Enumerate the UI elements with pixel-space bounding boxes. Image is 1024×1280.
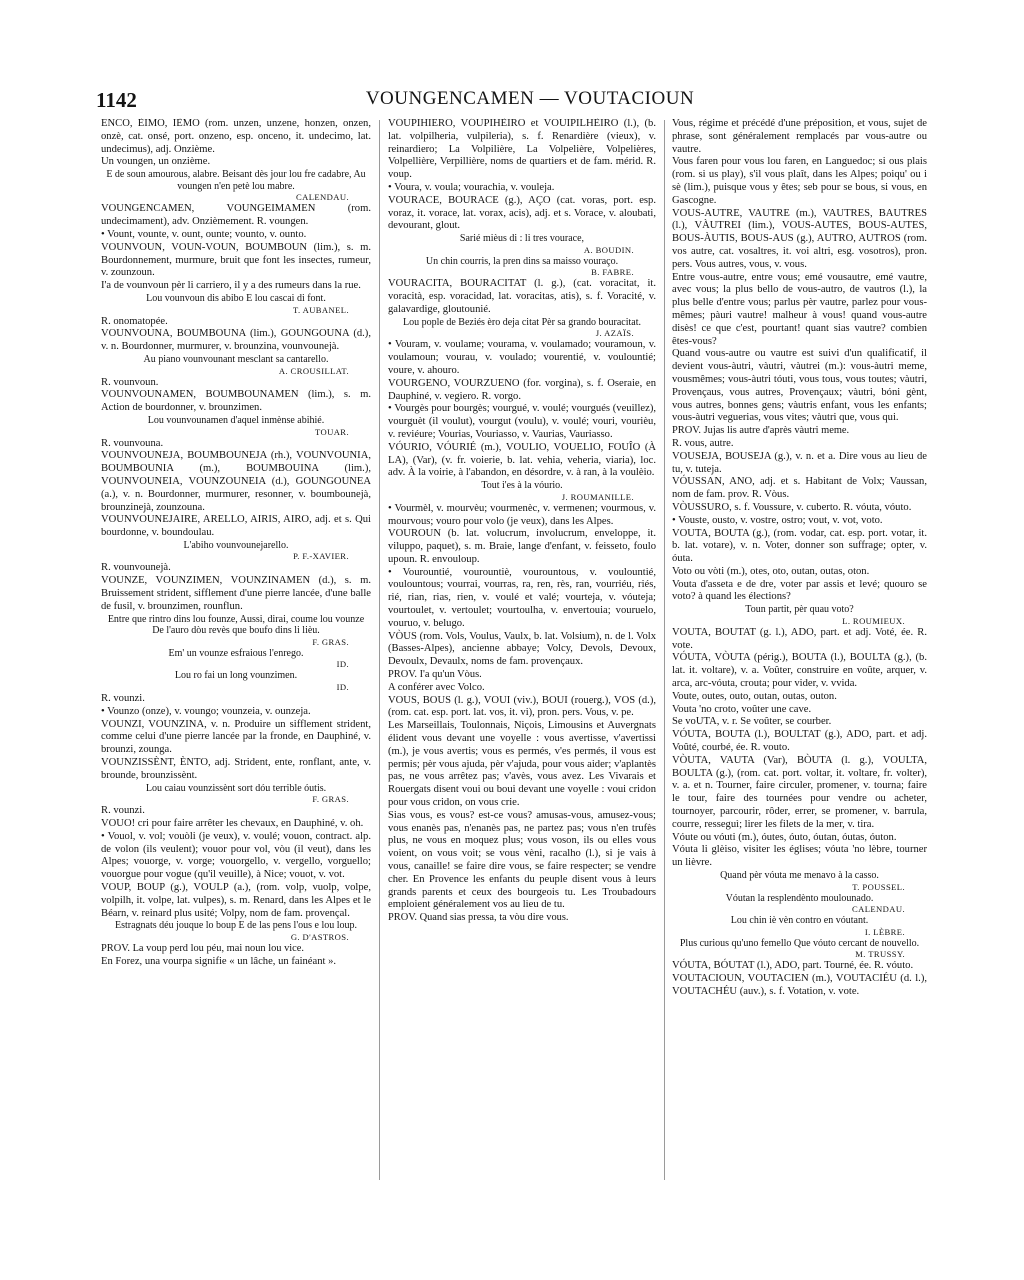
entry-paragraph: VOUNGENCAMEN, VOUNGEIMAMEN (rom. undecimament), adv. Onzièmement. R. voungen. bbox=[101, 203, 371, 228]
entry-paragraph: VÓUSSAN, ANO, adj. et s. Habitant de Volx; Vaussan, nom de fam. prov. R. Vòus. bbox=[672, 476, 927, 501]
entry-paragraph: • Vouram, v. voulame; vourama, v. voulamado; vouramoun, v. voulamoun; vourau, v. voulado; vourentié, v. voulountié; voure, v. ahouro. bbox=[388, 339, 656, 376]
entry-paragraph: R. vounvoun. bbox=[101, 376, 159, 388]
verse-quote: E de soun amourous, alabre. Beisant dès jour lou fre cadabre, Au voungen n'en petè lou mabre. bbox=[106, 169, 366, 192]
entry-paragraph: VOURACITA, BOURACITAT (l. g.), (cat. voracitat, it. voracità, esp. voracidad, lat. voracitas, atis), s. f. Voracité, v. galavardige, gloutounié. bbox=[388, 278, 656, 315]
verse-quote: Quand pèr vóuta me menavo à la casso. bbox=[720, 870, 879, 882]
citation-author: ID. bbox=[336, 682, 349, 693]
citation-author: TOUAR. bbox=[315, 426, 349, 437]
entry-paragraph: • Vourountié, vourountiè, vourountous, v. voulountié, voulountous; vourrai, vourras, ra, ren, rès, ran, vourriéu, riés, rié, rian, rias, rien, v. voulé et valé; vourteja, v. vóuteja; vourtoulet, v. vertoulet; vourtoulha, v. envertouia; vouruelo, vouruo, v. belugo. bbox=[388, 566, 656, 629]
entry-paragraph: VOUTA, BOUTAT (g. l.), ADO, part. et adj. Voté, ée. R. vote. bbox=[672, 626, 927, 651]
column-right bbox=[672, 118, 927, 1188]
verse-quote: Lou vounvounamen d'aquel inmènse abihié. bbox=[147, 414, 325, 426]
entry-paragraph: R. vounvouna. bbox=[101, 437, 164, 449]
verse-quote: Un chin courris, la pren dins sa maisso vouraço. bbox=[425, 255, 619, 267]
entry-paragraph: VOUS-AUTRE, VAUTRE (m.), VAUTRES, BAUTRES (l.), VÀUTREI (lim.), VOUS-AUTES, BOUS-AUTES, BOUS-ÀUTIS, BOUS-AUS (g.), AUTRO, AUTROS (rom. vos autre, cat. vosaltres, it. voi altri, esg. vosotros), pron. pers. Vous autres, vous, v. vous. bbox=[672, 207, 927, 270]
entry-paragraph: VOUNVOUNA, BOUMBOUNA (lim.), GOUNGOUNA (d.), v. n. Bourdonner, murmurer, v. brounzina, vounvounejà. bbox=[101, 328, 371, 353]
citation-author: F. GRAS. bbox=[312, 794, 349, 805]
citation-author: M. TRUSSY. bbox=[855, 949, 905, 960]
verse-quote: Tout i'es à la vóurio. bbox=[481, 480, 563, 492]
entry-paragraph: VÓUTA, VÒUTA (périg.), BOUTA (l.), BOULTA (g.), (b. lat. it. voltare), v. a. Voûter, construire en voûte, arquer, v. arca, arc-vóuta, crouta; pour vider, v. vvida. bbox=[672, 652, 927, 690]
entry-paragraph: Vóute ou vóuti (m.), óutes, óuto, óutan, óutas, óuton. bbox=[672, 831, 897, 843]
entry-paragraph: Se voUTA, v. r. Se voûter, se courber. bbox=[672, 716, 832, 728]
entry-paragraph: R. vounzi. bbox=[101, 805, 145, 817]
column-divider bbox=[664, 120, 665, 1180]
citation-author: I. LÈBRE. bbox=[864, 926, 905, 937]
entry-paragraph: VÒUS (rom. Vols, Voulus, Vaulx, b. lat. Volsium), n. de l. Volx (Basses-Alpes), ancienne abbaye; Volcy, Devols, Devoux, Devoulx, Devaulx, noms de fam. provençaux. bbox=[388, 630, 656, 668]
proverb: PROV. La voup perd lou péu, mai noun lou vice. bbox=[101, 942, 304, 954]
entry-paragraph: VOUNZISSÈNT, ÈNTO, adj. Strident, ente, ronflant, ante, v. brounde, brounzissènt. bbox=[101, 757, 371, 781]
verse-quote: Lou chin iè vèn contro en vóutant. bbox=[730, 915, 869, 927]
entry-paragraph: VOUNZI, VOUNZINA, v. n. Produire un sifflement strident, comme celui d'une pierre lancée par la fronde, en Dauphiné, v. brounzi, zounga. bbox=[101, 718, 371, 756]
entry-paragraph: En Forez, una vourpa signifie « un lâche, un fainéant ». bbox=[101, 955, 337, 967]
entry-paragraph: A conférer avec Volco. bbox=[388, 681, 485, 693]
entry-paragraph: VOUROUN (b. lat. volucrum, involucrum, enveloppe, it. viluppo, paquet), s. m. Braie, lange d'enfant, v. feisseto, foulo upoun. R. envouloup. bbox=[388, 528, 656, 565]
entry-paragraph: • Vourgès pour bourgès; vourgué, v. voulé; vourgués (veuillez), vourguèt (il voulut), vourgut (voulu), v. voulé; vouri, vourièu, v. reviéure; Vourias, Vouriasso, v. Vaurias, Vauriasso. bbox=[388, 403, 656, 440]
verse-quote: Sarié mièus di : li tres vourace, bbox=[459, 233, 585, 245]
citation-author: A. BOUDIN. bbox=[583, 244, 634, 255]
entry-paragraph: • Vounzo (onze), v. voungo; vounzeia, v. ounzeja. bbox=[101, 705, 311, 717]
entry-paragraph: Voto ou vòti (m.), otes, oto, outan, outas, oton. bbox=[672, 565, 870, 577]
verse-quote: Plus curious qu'uno femello Que vóuto cercant de nouvello. bbox=[679, 937, 920, 949]
entry-paragraph: R. vounvounejà. bbox=[101, 562, 171, 574]
citation-author: CALENDAU. bbox=[851, 904, 905, 915]
citation-author: L. ROUMIEUX. bbox=[842, 615, 905, 626]
entry-paragraph: • Voura, v. voula; vourachia, v. vouleja. bbox=[388, 181, 555, 193]
proverb: PROV. Quand sias pressa, ta vòu dire vous. bbox=[388, 912, 569, 924]
entry-paragraph: Vouta d'asseta e de dre, voter par assis et levé; quouro se voto? à quand les élections? bbox=[672, 578, 927, 603]
entry-paragraph: Entre vous-autre, entre vous; emé vousautre, emé vautre, avec vous; la plus bello de vous-autro, de vautros (l.), la plus belle d'entre vous; parlus pèr vautre, parlez pour vous-mêmes; pàuri vautre! malheur à vous! quand vous-autre disès! ce que c'est, pourtant! quant sias vautre? combien êtes-vous? bbox=[672, 271, 927, 347]
proverb: PROV. I'a qu'un Vòus. bbox=[388, 669, 482, 681]
entry-paragraph: VÓUTA, BOUTA (l.), BOULTAT (g.), ADO, part. et adj. Voûté, courbé, ée. R. vouto. bbox=[672, 729, 927, 754]
verse-quote: Toun partit, pèr quau voto? bbox=[745, 604, 854, 616]
entry-paragraph: VOUSEJA, BOUSEJA (g.), v. n. et a. Dire vous au lieu de tu, v. tuteja. bbox=[672, 450, 927, 475]
citation-author: P. F.-XAVIER. bbox=[293, 551, 349, 562]
entry-paragraph: VOURGENO, VOURZUENO (for. vorgina), s. f. Oseraie, en Dauphiné, v. vegiero. R. vorgo. bbox=[388, 377, 656, 402]
entry-paragraph: VOUNZE, VOUNZIMEN, VOUNZINAMEN (d.), s. m. Bruissement strident, sifflement d'une pierre lancée, d'une balle de fusil, v. brounzimen, rounflun. bbox=[101, 575, 371, 612]
entry-paragraph: Quand vous-autre ou vautre est suivi d'un qualificatif, il devient vous-àutri, vàutri, vàutrei (m.): vous-àutri meme, vousmêmes; vous-àutri tóuti, vous tous, vous toutes; vàutri, Provençaus, vous autres, Provençaux; vàutri, bóni gènt, vous autres, bonnes gens; vàutris enfant, vous les enfants; vous-àutri veguerias, vous vites; vàutri que, vous qui. bbox=[672, 348, 927, 424]
citation-author: T. POUSSEL. bbox=[852, 881, 905, 892]
entry-paragraph: VÒUSSURO, s. f. Voussure, v. cuberto. R. vóuta, vóuto. bbox=[672, 501, 912, 513]
entry-paragraph: • Vouol, v. vol; vouòli (je veux), v. voulé; vouon, contract. alp. de volon (ils veulent); vouor pour vol, vòu (il veut), dans les Alpes; vouorge, v. vorge; vouorgello, v. vergello, vorguello; vouorgue pour vogue (qu'il veuille), à Nice; vouot, v. vot. bbox=[101, 830, 371, 881]
column-middle bbox=[388, 118, 656, 1188]
entry-paragraph: Les Marseillais, Toulonnais, Niçois, Limousins et Auvergnats élident vous devant une voyelle : vous avertisse, v'avertissi (m.), je vous avertis; vous es permés, v'es permés, il vous est permis; pèr vous ajuda, pèr v'ajuda, pour vous aider; v'aplantès pas, ne vous arrêtez pas; v'avès, vous avez. Les Vivarais et Rouergats disent voui ou boui devant une voyelle : voui cridon pour vous cridon, on vous crie. bbox=[388, 720, 656, 809]
entry-paragraph: VOUTA, BOUTA (g.), (rom. vodar, cat. esp. port. votar, it. b. lat. votare), v. n. Voter, donner son suffrage; opter, v. óuta. bbox=[672, 527, 927, 565]
verse-quote: Au piano vounvounant mesclant sa cantarello. bbox=[143, 353, 329, 365]
entry-paragraph: Vóuta li glèiso, visiter les églises; vóuta 'no lèbre, tourner un lièvre. bbox=[672, 844, 927, 869]
verse-quote: Em' un vounze esfraious l'enrego. bbox=[168, 647, 304, 659]
citation-author: J. ROUMANILLE. bbox=[561, 491, 634, 502]
entry-paragraph: VOUS, BOUS (l. g.), VOUI (viv.), BOUI (rouerg.), VOS (d.), (rom. cat. esp. port. lat. vos, it. vi), pron. pers. Vous, v. pe. bbox=[388, 694, 656, 719]
entry-paragraph: Vous, régime et précédé d'une préposition, et vous, sujet de phrase, sont généralement remplacés par vous-autre ou vautre. bbox=[672, 118, 927, 155]
verse-quote: L'abiho vounvounejarello. bbox=[183, 539, 289, 551]
entry-paragraph: VÓURIO, VÓURIÉ (m.), VOULIO, VOUELIO, FOUÎO (À LA), (Var), (v. fr. voierie, b. lat. vehia, veheria, viaria), loc. adv. À la voirie, à l'abandon, en désordre, v. à ran, à la voulèio. bbox=[388, 441, 656, 479]
verse-quote: Estragnats déu jouque lo boup E de las pens l'ous e lou loup. bbox=[114, 920, 358, 932]
entry-paragraph: VOUNVOUN, VOUN-VOUN, BOUMBOUN (lim.), s. m. Bourdonnement, murmure, bruit que font les insectes, rumeur, v. zounzoun. bbox=[101, 241, 371, 279]
entry-paragraph: Vous faren pour vous lou faren, en Languedoc; si ous plais (rom. si us play), s'il vous plaît, dans les Alpes; poiqu' ou i sè (lim.), puisque vous y êtes; seb pour se bous, si vous, en Gascogne. bbox=[672, 156, 927, 206]
verse-quote: Lou pople de Beziés èro deja citat Pèr sa grando bouracitat. bbox=[403, 316, 641, 328]
entry-paragraph: R. vounzi. bbox=[101, 693, 145, 705]
entry-paragraph: Voute, outes, outo, outan, outas, outon. bbox=[672, 690, 837, 702]
citation-author: T. AUBANEL. bbox=[292, 304, 349, 315]
running-head-title: VOUNGENCAMEN — VOUTACIOUN bbox=[365, 88, 695, 109]
entry-paragraph: • Vount, vounte, v. ount, ounte; vounto, v. ounto. bbox=[101, 228, 307, 240]
entry-paragraph: VOUNVOUNAMEN, BOUMBOUNAMEN (lim.), s. m. Action de bourdonner, v. brounzimen. bbox=[101, 389, 371, 414]
verse-quote: Lou ro fai un long vounzimen. bbox=[174, 670, 298, 682]
entry-paragraph: R. onomatopée. bbox=[101, 315, 168, 327]
citation-author: A. CROUSILLAT. bbox=[278, 365, 349, 376]
proverb: PROV. Jujas lis autre d'après vàutri meme. bbox=[672, 425, 850, 437]
entry-paragraph: VÓUPIHIERO, VÓUPIHÈIRO et VOUIPILHÈIRO (l.), (b. lat. volpilheria, vulpileria), s. f. Renardière (vieux), v. reinardiero; La Volpilière, La Volpelière, Volpelières, Volpellière, Verpillière, noms de quartiers et de fam. mérid. R. voup. bbox=[388, 118, 656, 181]
entry-paragraph: R. vous, autre. bbox=[672, 437, 734, 449]
citation-author: ID. bbox=[336, 659, 349, 670]
page-number: 1142 bbox=[96, 88, 137, 112]
entry-paragraph: VOURACE, BOURACE (g.), AÇO (cat. voras, port. esp. voraz, it. vorace, lat. vorax, acis), adj. et s. Vorace, v. aloubati, devourant, glout. bbox=[388, 194, 656, 232]
entry-paragraph: VÓUTA, BÓUTAT (l.), ADO, part. Tourné, ée. R. vóuto. bbox=[672, 960, 914, 972]
entry-paragraph: • Vourmèl, v. mourvèu; vourmenèc, v. vermenen; vourmous, v. mourvous; vouro pour volo (je veux), dans les Alpes. bbox=[388, 502, 656, 527]
citation-author: J. AZAÏS. bbox=[595, 328, 634, 339]
entry-paragraph: I'a de vounvoun pèr li carriero, il y a des rumeurs dans la rue. bbox=[101, 280, 361, 292]
citation-author: G. D'ASTROS. bbox=[290, 931, 349, 942]
verse-quote: Vóutan la resplendènto moulounado. bbox=[725, 892, 874, 904]
citation-author: B. FABRE. bbox=[591, 267, 634, 278]
entry-paragraph: VOUNVOUNEJA, BOUMBOUNEJA (rh.), VOUNVOUNIA, BOUMBOUNIA (m.), BOUMBOUINA (lim.), VOUNVOUNEIA, VOUNZOUNEIA (d.), GOUNGOUNEA (a.), v. n. Bourdonner, murmurer, resonner, v. boumbounejà, brounzinejà, zounzouna. bbox=[101, 450, 371, 513]
entry-paragraph: Un voungen, un onzième. bbox=[101, 156, 211, 168]
entry-paragraph: VÒUTA, VAUTA (Var), BÒUTA (l. g.), VOULTA, BOULTA (g.), (rom. cat. port. voltar, it. voltare, fr. volter), v. a. et n. Tourner, faire circuler, promener, v. tourna; faire le tour, faire des tournées pour vendre ou acheter, tournoyer, parcourir, rôder, errer, se promener, v. barrula, courre, resseguì; lirer les filets de la mer, v. tira. bbox=[672, 754, 927, 830]
entry-paragraph: VOUTACIOUN, VOUTACIEN (m.), VOUTACIÉU (d. l.), VOUTACHÉU (auv.), s. f. Votation, v. vote. bbox=[672, 973, 927, 997]
entry-paragraph: • Vouste, ousto, v. vostre, ostro; vout, v. vot, voto. bbox=[672, 514, 883, 526]
entry-paragraph: VOUNVOUNEJAIRE, ARELLO, AIRIS, AIRO, adj. et s. Qui bourdonne, v. boundoulau. bbox=[101, 514, 371, 539]
column-left bbox=[101, 118, 371, 1188]
verse-quote: Entre que rintro dins lou founze, Aussi, dirai, coume lou vounze De l'auro dòu revès que boufo dins li lièu. bbox=[107, 613, 365, 637]
column-divider bbox=[379, 120, 380, 1180]
verse-quote: Lou vounvoun dis abibo E lou cascai di font. bbox=[146, 292, 326, 304]
entry-paragraph: Vouta 'no croto, voûter une cave. bbox=[672, 703, 812, 715]
citation-author: F. GRAS. bbox=[312, 636, 349, 647]
citation-author: CALENDAU. bbox=[295, 192, 349, 203]
entry-paragraph: VOUO! cri pour faire arrêter les chevaux, en Dauphiné, v. oh. bbox=[101, 818, 364, 830]
entry-paragraph: Sias vous, es vous? est-ce vous? amusas-vous, amusez-vous; vous enanès pas, n'enanès pas, ne partez pas; vous n'en trufès plus, ne vous en moquez plus; vous voson, ils ou elles vous voient, on vous voit; se vous vèni, racalho (l.), si je vais à vous, canaille! se faire dire vous, se faire respecter; se vendre cher. En Provence les enfants du peuple disent vous à leurs grands parents et ceux des bourgeois tu. Les Troubadours emploient généralement vos au lieu de tu. bbox=[388, 809, 656, 911]
entry-paragraph: VOUP, BOUP (g.), VOULP (a.), (rom. volp, vuolp, volpe, volpilh, it. volpe, lat. vulpes), s. m. Renard, dans les Alpes et le Béarn, v. reinard plus usité; Volpy, nom de fam. provençal. bbox=[101, 882, 371, 919]
verse-quote: Lou caiau vounzissènt sort dóu terrible óutis. bbox=[145, 782, 327, 794]
entry-paragraph: ENCO, ÈIMO, IÈMO (rom. unzen, unzene, honzen, onzen, onzè, cat. onsé, port. onzeno, esp. onceno, it. undecimo, lat. undecimus), adj. Onzième. bbox=[101, 118, 371, 155]
